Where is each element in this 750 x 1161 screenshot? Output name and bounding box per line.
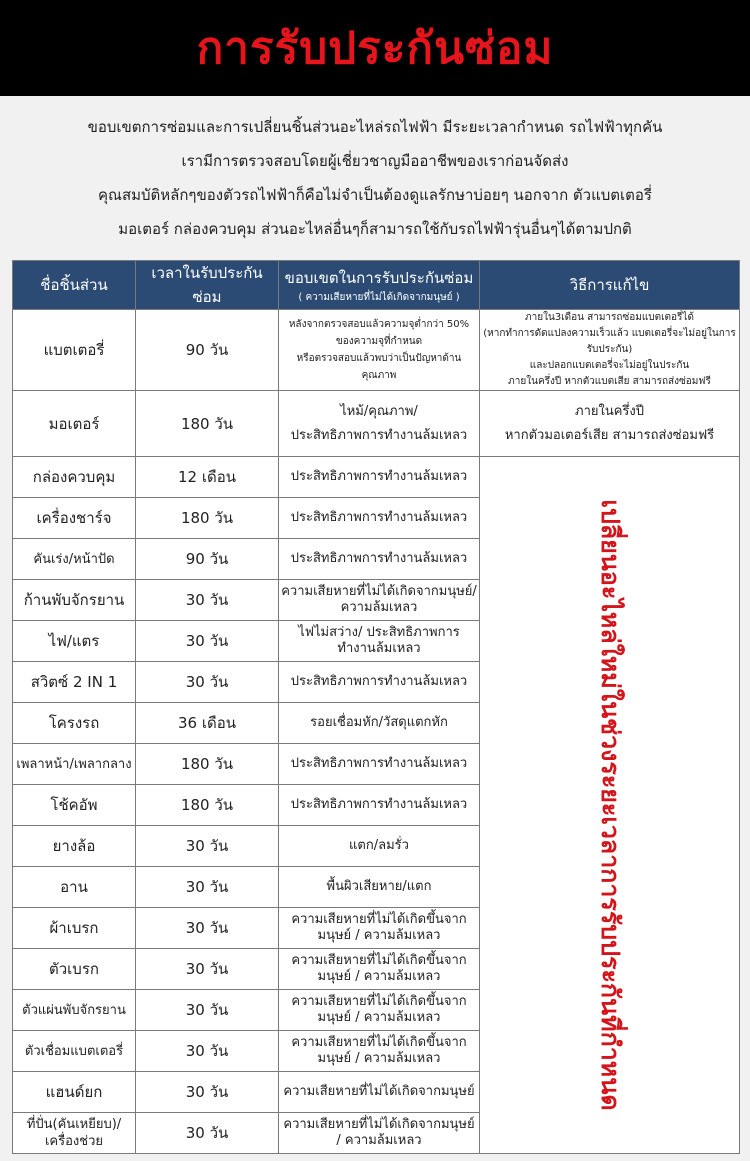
table-header-row: [13, 261, 740, 310]
part-name: ไฟ/แตร: [13, 621, 136, 662]
part-name: โครงรถ: [13, 703, 136, 744]
part-name: แบตเตอรี่: [13, 310, 136, 391]
warranty-period: 12 เดือน: [136, 457, 279, 498]
part-name: สวิตซ์ 2 IN 1: [13, 662, 136, 703]
coverage-scope: ความเสียหายที่ไม่ได้เกิดขึ้นจากมนุษย์ / ความล้มเหลว: [279, 949, 480, 990]
table-row: [13, 457, 740, 498]
coverage-scope: ประสิทธิภาพการทำงานล้มเหลว: [279, 744, 480, 785]
part-name: ที่ปั่น(คันเหยียบ)/ เครื่องช่วย: [13, 1113, 136, 1154]
coverage-scope: ความเสียหายที่ไม่ได้เกิดจากมนุษย์/ ความล้มเหลว: [279, 580, 480, 621]
part-name: แฮนด์ยก: [13, 1072, 136, 1113]
warranty-period: 30 วัน: [136, 949, 279, 990]
intro-line: เรามีการตรวจสอบโดยผู้เชี่ยวชาญมืออาชีพของเราก่อนจัดส่ง: [181, 152, 569, 170]
warranty-period: 30 วัน: [136, 621, 279, 662]
table-row: [13, 391, 740, 457]
warranty-period: 90 วัน: [136, 539, 279, 580]
part-name: ผ้าเบรก: [13, 908, 136, 949]
title-banner: [0, 0, 750, 96]
page-title: การรับประกันซ่อม: [196, 23, 554, 74]
warranty-period: 30 วัน: [136, 662, 279, 703]
replacement-note-cell: [480, 457, 740, 1154]
coverage-scope: แตก/ลมรั่ว: [279, 826, 480, 867]
warranty-period: 180 วัน: [136, 744, 279, 785]
part-name: ก้านพับจักรยาน: [13, 580, 136, 621]
coverage-line: หลังจากตรวจสอบแล้วความจุต่ำกว่า 50%: [288, 319, 470, 330]
warranty-period: 30 วัน: [136, 1072, 279, 1113]
header-scope-note: ( ความเสียหายที่ไม่ได้เกิดจากมนุษย์ ): [298, 291, 460, 303]
replacement-note: เปลี่ยนอะไหล่ใหม่ในช่วงระยะเวลาการรับประกันที่กำหนด: [595, 499, 625, 1111]
warranty-period: 30 วัน: [136, 908, 279, 949]
warranty-period: 180 วัน: [136, 391, 279, 457]
header-period: เวลาในรับประกันซ่อม: [136, 261, 279, 310]
part-name: กล่องควบคุม: [13, 457, 136, 498]
coverage-line: หรือตรวจสอบแล้วพบว่าเป็นปัญหาด้านคุณภาพ: [296, 353, 462, 381]
coverage-scope: ไฟไม่สว่าง/ ประสิทธิภาพการทำงานล้มเหลว: [279, 621, 480, 662]
part-name: ตัวแผ่นพับจักรยาน: [13, 990, 136, 1031]
warranty-period: 30 วัน: [136, 826, 279, 867]
coverage-scope: ประสิทธิภาพการทำงานล้มเหลว: [279, 457, 480, 498]
warranty-period: 90 วัน: [136, 310, 279, 391]
part-name: เครื่องชาร์จ: [13, 498, 136, 539]
intro-line: ขอบเขตการซ่อมและการเปลี่ยนชิ้นส่วนอะไหล่รถไฟฟ้า มีระยะเวลากำหนด รถไฟฟ้าทุกคัน: [87, 118, 663, 136]
warranty-period: 30 วัน: [136, 580, 279, 621]
coverage-scope: พื้นผิวเสียหาย/แตก: [279, 867, 480, 908]
coverage-line: ประสิทธิภาพการทำงานล้มเหลว: [290, 427, 468, 443]
table-row: [13, 310, 740, 391]
solution-line: (หากทำการดัดแปลงความเร็วแล้ว แบตเตอรี่จะไม่อยู่ในการรับประกัน): [483, 328, 736, 355]
warranty-period: 30 วัน: [136, 867, 279, 908]
coverage-scope: ประสิทธิภาพการทำงานล้มเหลว: [279, 498, 480, 539]
warranty-table: [12, 260, 740, 1154]
coverage-scope: ประสิทธิภาพการทำงานล้มเหลว: [279, 539, 480, 580]
part-name: ตัวเบรก: [13, 949, 136, 990]
coverage-scope: ความเสียหายที่ไม่ได้เกิดจากมนุษย์ / ความล้มเหลว: [279, 1113, 480, 1154]
part-name: มอเตอร์: [13, 391, 136, 457]
solution-line: หากตัวมอเตอร์เสีย สามารถส่งซ่อมฟรี: [504, 427, 715, 443]
coverage-scope: ประสิทธิภาพการทำงานล้มเหลว: [279, 662, 480, 703]
warranty-period: 30 วัน: [136, 1113, 279, 1154]
solution-line: ภายใน3เดือน สามารถซ่อมแบตเตอรี่ได้: [525, 312, 694, 323]
part-name: ตัวเชื่อมแบตเตอรี่: [13, 1031, 136, 1072]
coverage-scope: ความเสียหายที่ไม่ได้เกิดขึ้นจากมนุษย์ / ความล้มเหลว: [279, 990, 480, 1031]
header-scope: [279, 261, 480, 310]
intro-text: [0, 110, 750, 246]
solution-line: ภายในครึ่งปี หากตัวแบตเสีย สามารถส่งซ่อมฟรี: [508, 376, 711, 387]
intro-line: คุณสมบัติหลักๆของตัวรถไฟฟ้าก็คือไม่จำเป็นต้องดูแลรักษาบ่อยๆ นอกจาก ตัวแบตเตอรี่: [98, 186, 652, 204]
warranty-period: 36 เดือน: [136, 703, 279, 744]
solution: [480, 310, 740, 391]
coverage-scope: ความเสียหายที่ไม่ได้เกิดขึ้นจากมนุษย์ / ความล้มเหลว: [279, 908, 480, 949]
solution-line: ภายในครึ่งปี: [575, 403, 644, 419]
coverage-scope: ความเสียหายที่ไม่ได้เกิดขึ้นจากมนุษย์ / ความล้มเหลว: [279, 1031, 480, 1072]
part-name: ยางล้อ: [13, 826, 136, 867]
part-name: อาน: [13, 867, 136, 908]
coverage-scope: [279, 310, 480, 391]
warranty-period: 30 วัน: [136, 990, 279, 1031]
solution: [480, 391, 740, 457]
coverage-scope: ความเสียหายที่ไม่ได้เกิดจากมนุษย์: [279, 1072, 480, 1113]
coverage-line: ของความจุที่กำหนด: [335, 336, 423, 347]
header-solution: วิธีการแก้ไข: [480, 261, 740, 310]
part-name: เพลาหน้า/เพลากลาง: [13, 744, 136, 785]
header-part: ชื่อชิ้นส่วน: [13, 261, 136, 310]
warranty-period: 180 วัน: [136, 785, 279, 826]
solution-line: และปลอกแบตเตอรี่จะไม่อยู่ในประกัน: [529, 360, 690, 371]
warranty-period: 30 วัน: [136, 1031, 279, 1072]
part-name: คันเร่ง/หน้าปัด: [13, 539, 136, 580]
intro-line: มอเตอร์ กล่องควบคุม ส่วนอะไหล่อื่นๆก็สามารถใช้กับรถไฟฟ้ารุ่นอื่นๆได้ตามปกติ: [118, 220, 632, 238]
warranty-period: 180 วัน: [136, 498, 279, 539]
coverage-scope: รอยเชื่อมหัก/วัสดุแตกหัก: [279, 703, 480, 744]
coverage-scope: ประสิทธิภาพการทำงานล้มเหลว: [279, 785, 480, 826]
header-scope-label: ขอบเขตในการรับประกันซ่อม: [284, 268, 474, 287]
part-name: โช้คอัพ: [13, 785, 136, 826]
coverage-line: ไหม้/คุณภาพ/: [340, 403, 418, 419]
coverage-scope: [279, 391, 480, 457]
